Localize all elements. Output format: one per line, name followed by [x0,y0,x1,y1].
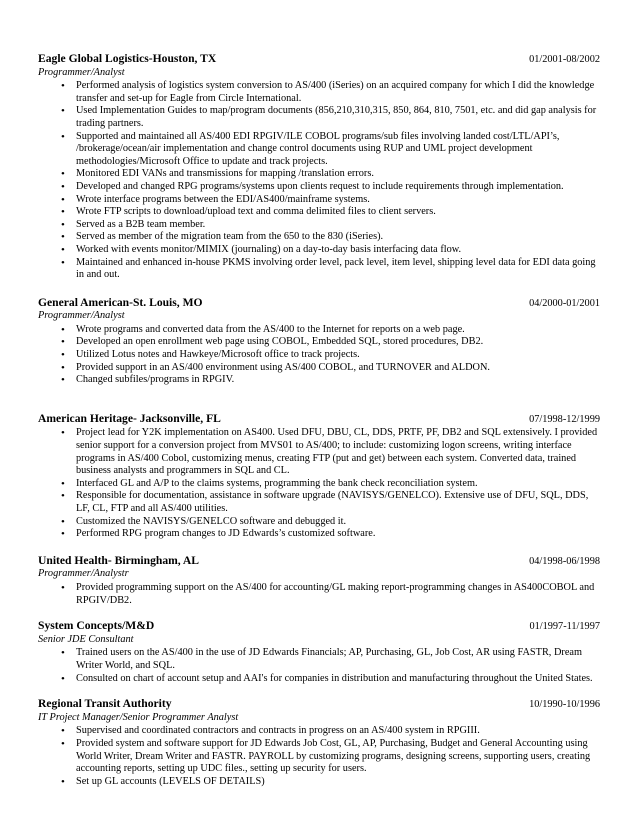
job-entry-system-concepts [38,619,600,685]
job-header [38,52,600,67]
job-dates: 01/2001-08/2002 [529,54,600,65]
bullet-item: • Set up GL accounts (LEVELS OF DETAILS) [38,776,600,789]
bullet-list [38,324,600,387]
job-entry-general-american [38,296,600,387]
bullet-item: • Performed analysis of logistics system conversion to AS/400 (iSeries) on an acquired company for which I did the knowledge transfer and set-up for Eagle from Circle International. [38,80,600,105]
job-header [38,554,600,569]
job-role: Programmer/Analyst [38,66,125,78]
job-dates: 04/1998-06/1998 [529,555,600,567]
job-dates: 04/2000-01/2001 [529,297,600,309]
job-entry-eagle [38,52,600,282]
bullet-item: • Customized the NAVISYS/GENELCO software and debugged it. [38,516,600,529]
bullet-item: • Supported and maintained all AS/400 EDI RPGIV/ILE COBOL programs/sub files involving landed cost/LTL/API’s, /brokerage/ocean/air implementation and change control documents using RUP and UML project development methodologies/Microsoft Office to update and track projects. [38,131,600,169]
bullet-list [38,582,600,607]
bullet-item: • Interfaced GL and A/P to the claims systems, programming the bank check reconciliation system. [38,478,600,491]
bullet-item: • Served as member of the migration team from the 650 to the 830 (iSeries). [38,231,600,244]
company-name: Eagle Global Logistics-Houston, TX [38,52,217,65]
bullet-item: • Provided programming support on the AS/400 for accounting/GL making report-programming changes in AS400COBOL and RPGIV/DB2. [38,582,600,607]
bullet-item: • Performed RPG program changes to JD Edwards’s customized software. [38,528,600,541]
job-role: Senior JDE Consultant [38,633,134,645]
job-role: IT Project Manager/Senior Programmer Analyst [38,711,239,723]
bullet-item: • Maintained and enhanced in-house PKMS involving order level, pack level, item level, shipping level data for EDI data going in and out. [38,257,600,282]
bullet-item: • Provided system and software support for JD Edwards Job Cost, GL, AP, Purchasing, Budget and General Accounting using World Writer, Dream Writer and FASTR. PAYROLL by customizing programs, designing screens, supporting users, creating accounting reports, setting up UDC files., setting up security for users. [38,738,600,776]
company-name: Regional Transit Authority [38,697,172,711]
bullet-item: • Utilized Lotus notes and Hawkeye/Microsoft office to track projects. [38,349,600,362]
bullet-item: • Wrote FTP scripts to download/upload text and comma delimited files to client servers. [38,206,600,219]
job-role: Programmer/Analyst [38,310,125,322]
job-dates: 01/1997-11/1997 [529,621,600,633]
bullet-item: • Project lead for Y2K implementation on AS400. Used DFU, DBU, CL, DDS, PRTF, PF, DB2 and SQL extensively. I provided senior support for a conversion project from MVS01 to AS/400; to include: customizing logon screens, writing interface programs in AS/400 Cobol, customizing menus, creating FTP (put and get) between each system. Converted data, trained business analysts and programmers in SQL and CL. [38,427,600,477]
bullet-list [38,725,600,788]
bullet-item: • Consulted on chart of account setup and AAI's for companies in distribution and manufacturing throughout the United States. [38,673,600,686]
bullet-item: • Trained users on the AS/400 in the use of JD Edwards Financials; AP, Purchasing, GL, Job Cost, AR using FASTR, Dream Writer World, and SQL. [38,647,600,672]
job-role: Programmer/Analystr [38,568,129,580]
bullet-item: • Worked with events monitor/MIMIX (journaling) on a day-to-day basis interfacing data flow. [38,244,600,257]
company-name: General American-St. Louis, MO [38,295,203,309]
company-name: System Concepts/M&D [38,619,155,633]
company-name: United Health- Birmingham, AL [38,553,200,567]
job-header [38,296,600,311]
bullet-item: • Wrote interface programs between the EDI/AS400/mainframe systems. [38,194,600,207]
bullet-list [38,427,600,540]
job-entry-american-heritage [38,412,600,541]
bullet-list [38,80,600,282]
job-entry-regional-transit [38,697,600,788]
bullet-item: • Changed subfiles/programs in RPGIV. [38,374,600,387]
bullet-item: • Provided support in an AS/400 environment using AS/400 COBOL, and TURNOVER and ALDON. [38,362,600,375]
bullet-item: • Developed and changed RPG programs/systems upon clients request to include requirements through implementation. [38,181,600,194]
bullet-item: • Monitored EDI VANs and transmissions for mapping /translation errors. [38,168,600,181]
bullet-item: • Responsible for documentation, assistance in software upgrade (NAVISYS/GENELCO). Extensive use of DFU, SQL, DDS, LF, CL, FTP and all AS/400 utilities. [38,490,600,515]
bullet-item: • Wrote programs and converted data from the AS/400 to the Internet for reports on a web page. [38,324,600,337]
bullet-item: • Used Implementation Guides to map/program documents (856,210,310,315, 850, 864, 810, 7501, etc. and did gap analysis for trading partners. [38,105,600,130]
bullet-list [38,647,600,685]
bullet-item: • Supervised and coordinated contractors and contracts in progress on an AS/400 system in RPGIII. [38,725,600,738]
job-header [38,412,600,427]
bullet-item: • Served as a B2B team member. [38,219,600,232]
bullet-item: • Developed an open enrollment web page using COBOL, Embedded SQL, stored procedures, DB2. [38,336,600,349]
job-dates: 07/1998-12/1999 [529,413,600,425]
job-header [38,697,600,712]
job-dates: 10/1990-10/1996 [529,699,600,711]
company-name: American Heritage- Jacksonville, FL [38,411,221,425]
job-header [38,619,600,634]
job-entry-united-health [38,554,600,607]
